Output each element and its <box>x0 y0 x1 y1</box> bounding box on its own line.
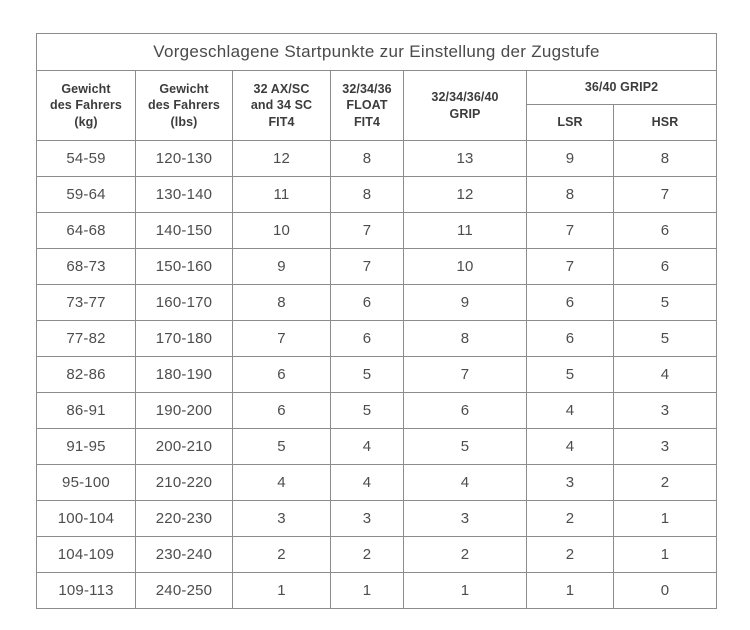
fit4-32ax-34sc-cell: 12 <box>233 141 331 177</box>
grip2-hsr-cell: 1 <box>614 501 717 537</box>
grip-cell: 3 <box>404 501 527 537</box>
grip2-hsr-cell: 4 <box>614 357 717 393</box>
weight-lbs-cell: 190-200 <box>136 393 233 429</box>
weight-kg-cell: 104-109 <box>37 537 136 573</box>
header-weight-kg <box>37 71 136 141</box>
header-grip-line2: GRIP <box>449 106 481 121</box>
grip-cell: 7 <box>404 357 527 393</box>
fit4-32ax-34sc-cell: 11 <box>233 177 331 213</box>
weight-lbs-cell: 220-230 <box>136 501 233 537</box>
header-float-fit4-line1: 32/34/36 <box>342 81 392 96</box>
weight-lbs-cell: 230-240 <box>136 537 233 573</box>
header-grip-line1: 32/34/36/40 <box>431 90 499 104</box>
grip2-hsr-cell: 6 <box>614 213 717 249</box>
header-weight-lbs <box>136 71 233 141</box>
grip2-lsr-cell: 7 <box>527 213 614 249</box>
table-row <box>37 501 717 537</box>
grip2-hsr-cell: 5 <box>614 321 717 357</box>
float-fit4-cell: 7 <box>331 213 404 249</box>
float-fit4-cell: 8 <box>331 141 404 177</box>
header-weight-kg-line2: des Fahrers <box>50 98 122 113</box>
fit4-32ax-34sc-cell: 9 <box>233 249 331 285</box>
fit4-32ax-34sc-cell: 8 <box>233 285 331 321</box>
grip2-hsr-cell: 0 <box>614 573 717 609</box>
fit4-32ax-34sc-cell: 4 <box>233 465 331 501</box>
title-row <box>37 34 717 71</box>
float-fit4-cell: 4 <box>331 465 404 501</box>
float-fit4-cell: 4 <box>331 429 404 465</box>
grip2-lsr-cell: 4 <box>527 393 614 429</box>
table-body <box>37 141 717 609</box>
weight-lbs-cell: 240-250 <box>136 573 233 609</box>
grip2-lsr-cell: 6 <box>527 321 614 357</box>
fit4-32ax-34sc-cell: 1 <box>233 573 331 609</box>
grip-cell: 5 <box>404 429 527 465</box>
weight-kg-cell: 64-68 <box>37 213 136 249</box>
grip-cell: 11 <box>404 213 527 249</box>
weight-lbs-cell: 130-140 <box>136 177 233 213</box>
grip-cell: 8 <box>404 321 527 357</box>
weight-kg-cell: 86-91 <box>37 393 136 429</box>
grip2-hsr-cell: 8 <box>614 141 717 177</box>
header-weight-lbs-line2: des Fahrers <box>148 98 220 113</box>
fit4-32ax-34sc-cell: 5 <box>233 429 331 465</box>
grip2-lsr-cell: 4 <box>527 429 614 465</box>
weight-lbs-cell: 140-150 <box>136 213 233 249</box>
weight-lbs-cell: 170-180 <box>136 321 233 357</box>
header-weight-lbs-line3: (lbs) <box>170 114 198 129</box>
table-row <box>37 537 717 573</box>
header-float-fit4 <box>331 71 404 141</box>
table-title: Vorgeschlagene Startpunkte zur Einstellung der Zugstufe <box>37 34 717 71</box>
header-grip2-lsr: LSR <box>527 105 614 141</box>
grip2-lsr-cell: 7 <box>527 249 614 285</box>
grip2-hsr-cell: 3 <box>614 393 717 429</box>
float-fit4-cell: 6 <box>331 285 404 321</box>
float-fit4-cell: 8 <box>331 177 404 213</box>
rebound-settings-table-container <box>36 33 716 609</box>
grip2-lsr-cell: 2 <box>527 537 614 573</box>
grip2-hsr-cell: 7 <box>614 177 717 213</box>
table-row <box>37 249 717 285</box>
weight-lbs-cell: 180-190 <box>136 357 233 393</box>
table-row <box>37 573 717 609</box>
grip2-hsr-cell: 6 <box>614 249 717 285</box>
grip-cell: 12 <box>404 177 527 213</box>
grip2-lsr-cell: 8 <box>527 177 614 213</box>
header-weight-kg-line3: (kg) <box>74 114 98 129</box>
table-row <box>37 141 717 177</box>
fit4-32ax-34sc-cell: 6 <box>233 357 331 393</box>
weight-lbs-cell: 210-220 <box>136 465 233 501</box>
table-row <box>37 465 717 501</box>
rebound-settings-table <box>36 33 717 609</box>
weight-kg-cell: 82-86 <box>37 357 136 393</box>
grip2-lsr-cell: 9 <box>527 141 614 177</box>
grip2-lsr-cell: 3 <box>527 465 614 501</box>
grip2-lsr-cell: 5 <box>527 357 614 393</box>
weight-lbs-cell: 200-210 <box>136 429 233 465</box>
table-row <box>37 285 717 321</box>
grip-cell: 6 <box>404 393 527 429</box>
grip-cell: 13 <box>404 141 527 177</box>
grip2-hsr-cell: 5 <box>614 285 717 321</box>
header-fit4-32ax-line2: and 34 SC <box>250 98 313 113</box>
fit4-32ax-34sc-cell: 2 <box>233 537 331 573</box>
grip-cell: 10 <box>404 249 527 285</box>
table-row <box>37 177 717 213</box>
weight-lbs-cell: 160-170 <box>136 285 233 321</box>
grip2-hsr-cell: 3 <box>614 429 717 465</box>
float-fit4-cell: 2 <box>331 537 404 573</box>
weight-kg-cell: 59-64 <box>37 177 136 213</box>
weight-kg-cell: 54-59 <box>37 141 136 177</box>
grip-cell: 4 <box>404 465 527 501</box>
header-weight-kg-line1: Gewicht <box>61 81 111 96</box>
table-row <box>37 321 717 357</box>
weight-lbs-cell: 150-160 <box>136 249 233 285</box>
float-fit4-cell: 1 <box>331 573 404 609</box>
weight-kg-cell: 95-100 <box>37 465 136 501</box>
weight-kg-cell: 68-73 <box>37 249 136 285</box>
weight-kg-cell: 91-95 <box>37 429 136 465</box>
grip2-lsr-cell: 2 <box>527 501 614 537</box>
table-row <box>37 429 717 465</box>
table-row <box>37 393 717 429</box>
header-fit4-32ax-line1: 32 AX/SC <box>253 81 310 96</box>
float-fit4-cell: 3 <box>331 501 404 537</box>
fit4-32ax-34sc-cell: 6 <box>233 393 331 429</box>
grip2-hsr-cell: 1 <box>614 537 717 573</box>
weight-kg-cell: 100-104 <box>37 501 136 537</box>
header-grip2-hsr: HSR <box>614 105 717 141</box>
grip-cell: 9 <box>404 285 527 321</box>
header-grip2: 36/40 GRIP2 <box>527 71 717 105</box>
grip2-lsr-cell: 6 <box>527 285 614 321</box>
float-fit4-cell: 5 <box>331 357 404 393</box>
table-row <box>37 213 717 249</box>
fit4-32ax-34sc-cell: 7 <box>233 321 331 357</box>
fit4-32ax-34sc-cell: 10 <box>233 213 331 249</box>
header-grip <box>404 71 527 141</box>
float-fit4-cell: 7 <box>331 249 404 285</box>
weight-lbs-cell: 120-130 <box>136 141 233 177</box>
fit4-32ax-34sc-cell: 3 <box>233 501 331 537</box>
grip-cell: 1 <box>404 573 527 609</box>
table-row <box>37 357 717 393</box>
grip2-hsr-cell: 2 <box>614 465 717 501</box>
float-fit4-cell: 6 <box>331 321 404 357</box>
header-weight-lbs-line1: Gewicht <box>159 81 209 96</box>
header-fit4-32ax-line3: FIT4 <box>268 114 295 129</box>
grip-cell: 2 <box>404 537 527 573</box>
header-float-fit4-line2: FLOAT <box>346 98 388 113</box>
header-fit4-32ax-34sc <box>233 71 331 141</box>
header-float-fit4-line3: FIT4 <box>353 114 381 129</box>
weight-kg-cell: 77-82 <box>37 321 136 357</box>
weight-kg-cell: 73-77 <box>37 285 136 321</box>
grip2-lsr-cell: 1 <box>527 573 614 609</box>
header-row-main <box>37 71 717 105</box>
float-fit4-cell: 5 <box>331 393 404 429</box>
weight-kg-cell: 109-113 <box>37 573 136 609</box>
